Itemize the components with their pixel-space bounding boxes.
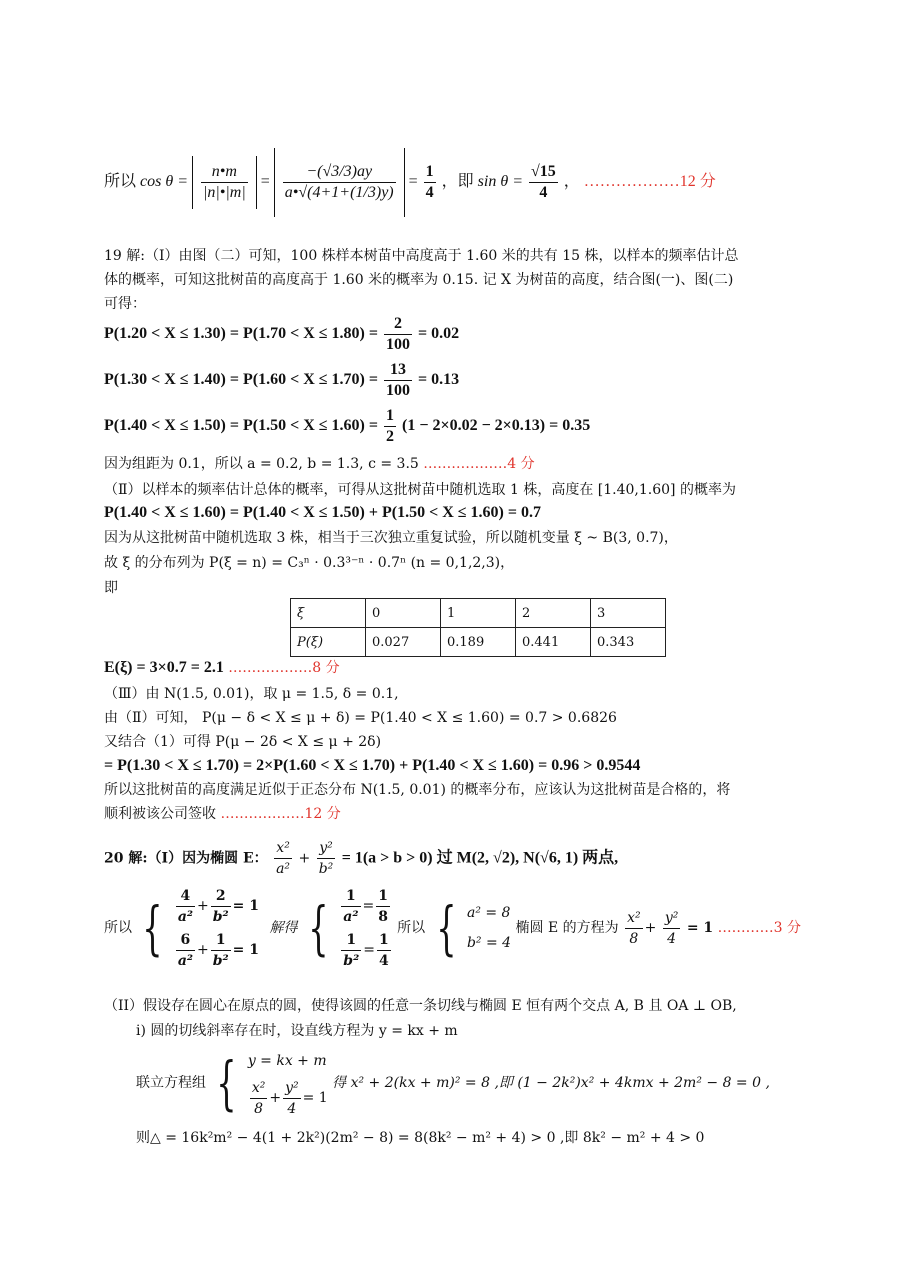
ell-x-den: a²: [274, 858, 292, 879]
big-denominator: a•√(4+1+(1/3)y): [284, 184, 394, 201]
sys2-rhs: = 1: [302, 1090, 328, 1106]
q20-head: [104, 838, 618, 879]
q19-part3-2: 由（Ⅱ）可知， P(μ − δ < X ≤ μ + δ) = P(1.40 < X ≤ 1.60) = 0.7 > 0.6826: [104, 710, 617, 726]
joint-system: y = kx + m $\frac{\text{x²}}{8}$ + $\frac{\text{y²}}{4}$ = 1: [247, 1053, 328, 1117]
s1b-num: 2: [215, 887, 226, 904]
s2a-num: 6: [180, 931, 191, 948]
table-cell: 2: [516, 599, 591, 628]
cos-theta-line: [104, 148, 716, 217]
table-cell: 0.027: [366, 628, 441, 657]
t2-rhs-num: 1: [378, 931, 389, 948]
p3-lhs: P(1.40 < X ≤ 1.50) = P(1.50 < X ≤ 1.60) =: [104, 417, 378, 435]
sin-label: sin θ =: [477, 173, 523, 191]
p2-den: 100: [386, 382, 410, 399]
score-8: ………………8 分: [228, 660, 340, 676]
e-x-den: 8: [625, 928, 643, 949]
t1-rhs-den: 8: [376, 906, 390, 927]
p1-num: 2: [394, 315, 402, 332]
p3-den: 2: [386, 428, 394, 445]
brace-4: {: [216, 1049, 238, 1117]
sin-den: 4: [529, 182, 558, 203]
prob-line-1: [104, 314, 459, 355]
abc-text: 因为组距为 0.1，所以 a = 0.2, b = 1.3, c = 3.5: [104, 456, 419, 472]
sys-label: 联立方程组: [136, 1075, 206, 1091]
system-2: $\frac{1}{\text{a²}}$ = $\frac{1}{8}$ $\frac{1}{\text{b²}}$ = $\frac{1}{4}$: [343, 887, 389, 969]
quarter-num: 1: [425, 163, 434, 180]
q19-part3-6-line: [104, 804, 341, 824]
q20-so: 所以: [104, 920, 132, 936]
score-12-b: ………………12 分: [220, 806, 341, 822]
text-ji: ，即: [441, 173, 474, 191]
tail-comma: ，: [563, 173, 580, 191]
t2-num: 1: [346, 931, 357, 948]
q19-intro-1: 19 解:（Ⅰ）由图（二）可知，100 株样本树苗中高度高于 1.60 米的共有 15 株，以样本的频率估计总: [104, 248, 739, 264]
expectation-line: [104, 658, 340, 678]
table-cell: 0.343: [591, 628, 666, 657]
ell-y-den: b²: [317, 858, 336, 879]
b2-value: b² = 4: [466, 935, 512, 951]
s1a-num: 4: [180, 887, 191, 904]
q20-solve: 解得: [269, 920, 298, 936]
sys-line-1: y = kx + m: [247, 1053, 327, 1069]
p2-num: 13: [390, 361, 406, 378]
e-rhs: = 1: [686, 920, 714, 936]
system-1: $\frac{4}{\text{a²}}$ + $\frac{2}{\text{b²}}$ = 1 $\frac{6}{\text{a²}}$ + $\frac{1}{\text{b²}}$ = 1: [177, 887, 260, 969]
table-cell: ξ: [291, 599, 366, 628]
t2-rhs-den: 4: [377, 950, 391, 971]
q19-part2-4: 故 ξ 的分布列为 P(ξ = n) = C₃ⁿ · 0.3³⁻ⁿ · 0.7ⁿ (n = 0,1,2,3)，: [104, 555, 515, 571]
q19-part3-6: 顺利被该公司签收: [104, 806, 216, 822]
s2b-den: b²: [211, 950, 231, 971]
brace-1: {: [142, 894, 164, 962]
ell-rest: = 1(a > b > 0) 过 M(2, √2), N(√6, 1) 两点,: [341, 849, 619, 867]
q20-delta-line: 则△ = 16k²m² − 4(1 + 2k²)(2m² − 8) = 8(8k² − m² + 4) > 0 ,即 8k² − m² + 4 > 0: [136, 1130, 705, 1146]
q20-part2-1: （II）假设存在圆心在原点的圆，使得该圆的任意一条切线与椭圆 E 恒有两个交点 A, B 且 OA ⊥ OB,: [104, 998, 737, 1014]
p1-rhs: = 0.02: [418, 325, 460, 343]
table-cell: 0.189: [441, 628, 516, 657]
q19-part3-4: = P(1.30 < X ≤ 1.70) = 2×P(1.60 < X ≤ 1.70) + P(1.40 < X ≤ 1.60) = 0.96 > 0.9544: [104, 757, 641, 774]
q19-part3-1: （Ⅲ）由 N(1.5, 0.01)，取 μ = 1.5, δ = 0.1,: [104, 686, 399, 702]
sys2-y-den: 4: [283, 1098, 301, 1119]
s1a-den: a²: [176, 906, 195, 927]
system-3: [467, 898, 511, 958]
sys2-y-num: y²: [285, 1079, 299, 1096]
sys2-x-num: x²: [251, 1079, 266, 1096]
e-x-num: x²: [627, 909, 641, 926]
prob-line-3: [104, 406, 590, 447]
q19-part2-3: 因为从这批树苗中随机选取 3 株，相当于三次独立重复试验，所以随机变量 ξ ~ B(3, 0.7)，: [104, 530, 678, 546]
t1-rhs-num: 1: [378, 887, 388, 904]
s2b-num: 1: [215, 931, 226, 948]
eq-sign-2: =: [408, 173, 418, 191]
p2-lhs: P(1.30 < X ≤ 1.40) = P(1.60 < X ≤ 1.70) =: [104, 371, 378, 389]
q19-intro-3: 可得：: [104, 296, 146, 312]
sys2-x-den: 8: [250, 1098, 268, 1119]
q20-part2-2: i) 圆的切线斜率存在时，设直线方程为 y = kx + m: [136, 1023, 458, 1039]
score-3: …………3 分: [717, 920, 801, 936]
q20-system-line: 所以 { $\frac{4}{\text{a²}}$ + $\frac{2}{\text{b²}}$ = 1 $\frac{6}{\text{a²}}$ + $\frac{1}{\text{b²}}$ = 1 解得 { $\frac{1}{\text{a²}}$ = $\frac{1}{8}$ $\frac{1}{\text{b²}}$ = $\frac{1}{4}$ 所以 { a² = 8 b² = 4 椭圆 E 的方程为 $\frac{\text{x²}}{8}$ + $\frac{\text{y²}}{4}$ = 1 …………3 分: [104, 884, 801, 972]
table-row: [291, 628, 666, 657]
q20-so2: 所以: [397, 920, 426, 936]
sin-num: √15: [531, 163, 556, 180]
table-row: [291, 599, 666, 628]
quarter-den: 4: [425, 184, 434, 201]
a2-value: a² = 8: [466, 905, 511, 921]
e-y-den: 4: [663, 928, 681, 949]
s1-rhs: = 1: [232, 898, 260, 914]
q19-intro-2: 体的概率，可知这批树苗的高度高于 1.60 米的概率为 0.15. 记 X 为树苗的高度，结合图(一)、图(二): [104, 272, 734, 288]
q19-part2-5: 即: [104, 580, 118, 596]
nm-numerator: n•m: [211, 163, 237, 180]
eq-sign: =: [260, 173, 270, 191]
t2-den: b²: [341, 950, 361, 971]
ellipse-eq-text: 椭圆 E 的方程为: [515, 920, 619, 936]
brace-3: {: [435, 894, 457, 962]
p3-rhs: (1 − 2×0.02 − 2×0.13) = 0.35: [402, 417, 591, 435]
s2a-den: a²: [176, 950, 195, 971]
table-cell: 1: [441, 599, 516, 628]
ell-plus: +: [298, 850, 311, 867]
distribution-table: [290, 598, 666, 657]
t1-den: a²: [341, 906, 360, 927]
e-y-num: y²: [664, 909, 679, 926]
abs-fraction-nm: [192, 156, 257, 209]
table-cell: 0.441: [516, 628, 591, 657]
s2-rhs: = 1: [232, 942, 260, 958]
q19-part2-2: P(1.40 < X ≤ 1.60) = P(1.40 < X ≤ 1.50) + P(1.50 < X ≤ 1.60) = 0.7: [104, 504, 541, 521]
score-12-a: ………………12 分: [583, 173, 716, 191]
q20-joint-system: [136, 1046, 770, 1120]
expect-text: E(ξ) = 3×0.7 = 2.1: [104, 659, 224, 676]
abc-line: [104, 454, 535, 474]
big-numerator: −(√3/3)ay: [306, 163, 373, 180]
cos-label: cos θ =: [140, 173, 188, 191]
q19-part3-3: 又结合（1）可得 P(μ − 2δ < X ≤ μ + 2δ): [104, 734, 382, 750]
sys-result: 得 x² + 2(kx + m)² = 8 ,即 (1 − 2k²)x² + 4kmx + 2m² − 8 = 0 ,: [332, 1075, 770, 1091]
nm-denominator: |n|•|m|: [203, 184, 246, 201]
s1b-den: b²: [211, 906, 231, 927]
text-so: 所以: [104, 173, 137, 191]
table-cell: P(ξ): [291, 628, 366, 657]
p1-lhs: P(1.20 < X ≤ 1.30) = P(1.70 < X ≤ 1.80) =: [104, 325, 378, 343]
brace-2: {: [308, 894, 329, 962]
prob-line-2: [104, 360, 459, 401]
p1-den: 100: [386, 336, 410, 353]
t1-num: 1: [346, 887, 356, 904]
score-4: ………………4 分: [423, 456, 535, 472]
table-cell: 3: [591, 599, 666, 628]
ell-y-num: y²: [319, 840, 333, 856]
q19-part3-5: 所以这批树苗的高度满足近似于正态分布 N(1.5, 0.01) 的概率分布，应该认为这批树苗是合格的，将: [104, 782, 731, 798]
ell-x-num: x²: [276, 840, 290, 856]
p3-num: 1: [386, 407, 394, 424]
abs-fraction-big: [274, 148, 405, 217]
q20-head-text: 20 解:（I）因为椭圆 E：: [104, 850, 268, 867]
q19-part2-1: （Ⅱ）以样本的频率估计总体的概率，可得从这批树苗中随机选取 1 株，高度在 [1.40,1.60] 的概率为: [104, 482, 736, 498]
table-cell: 0: [366, 599, 441, 628]
p2-rhs: = 0.13: [418, 371, 460, 389]
